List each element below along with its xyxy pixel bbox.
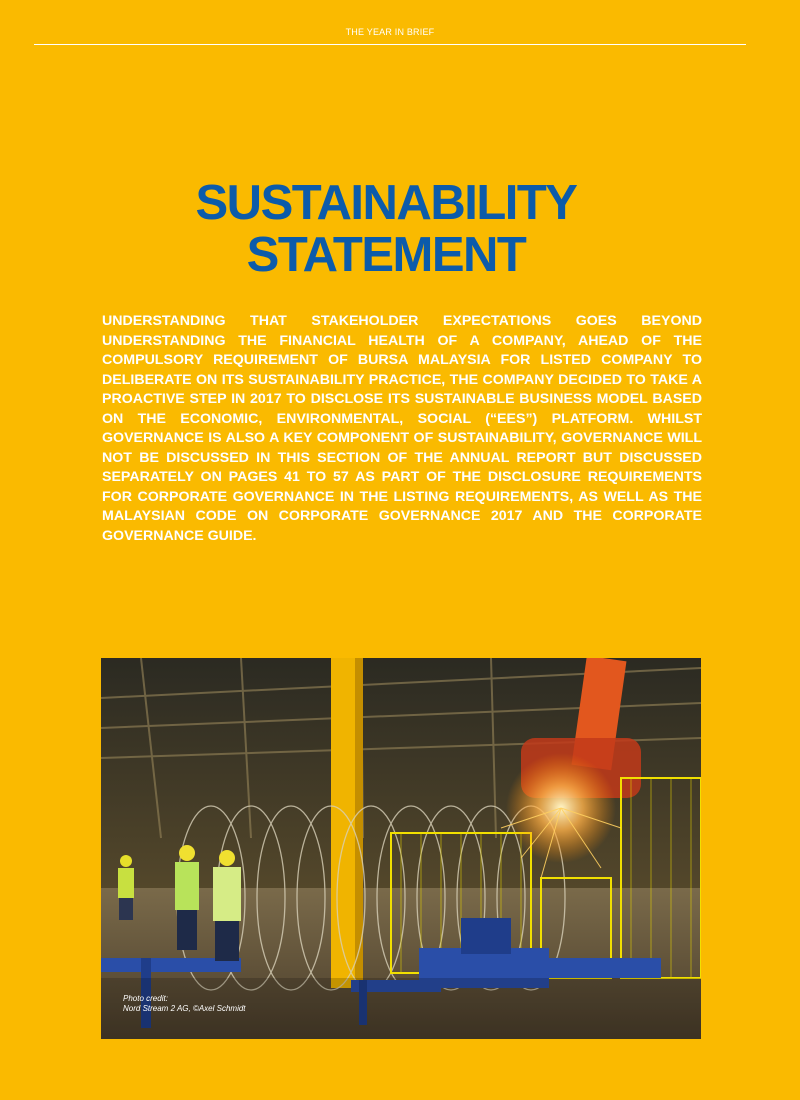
factory-photo <box>101 658 701 1039</box>
page-title-line-2: STATEMENT <box>246 228 526 282</box>
photo-credit-line-1: Photo credit: <box>123 994 168 1003</box>
header-divider <box>34 44 746 45</box>
page-title-line-1: SUSTAINABILITY <box>195 176 577 230</box>
photo-credit <box>123 994 246 1014</box>
photo-credit-line-2: Nord Stream 2 AG, ©Axel Schmidt <box>123 1004 246 1013</box>
page-title <box>120 177 652 281</box>
intro-paragraph: UNDERSTANDING THAT STAKEHOLDER EXPECTATIONS GOES BEYOND UNDERSTANDING THE FINANCIAL HEALTH OF A COMPANY, AHEAD OF THE COMPULSORY REQUIREMENT OF BURSA MALAYSIA FOR LISTED COMPANY TO DELIBERATE ON ITS SUSTAINABILITY PRACTICE, THE COMPANY DECIDED TO TAKE A PROACTIVE STEP IN 2017 TO DISCLOSE ITS SUSTAINABLE BUSINESS MODEL BASED ON THE ECONOMIC, ENVIRONMENTAL, SOCIAL (“EES”) PLATFORM. WHILST GOVERNANCE IS ALSO A KEY COMPONENT OF SUSTAINABILITY, GOVERNANCE WILL NOT BE DISCUSSED IN THIS SECTION OF THE ANNUAL REPORT BUT DISCUSSED SEPARATELY ON PAGES 41 TO 57 AS PART OF THE DISCLOSURE REQUIREMENTS FOR CORPORATE GOVERNANCE IN THE LISTING REQUIREMENTS, AS WELL AS THE MALAYSIAN CODE ON CORPORATE GOVERNANCE 2017 AND THE CORPORATE GOVERNANCE GUIDE. <box>102 313 702 544</box>
section-label: THE YEAR IN BRIEF <box>345 27 435 37</box>
